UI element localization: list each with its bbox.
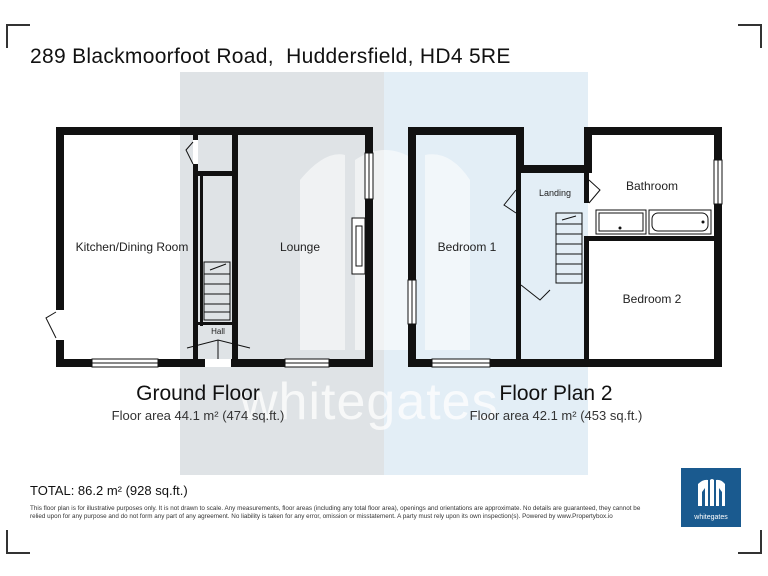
wall (516, 173, 521, 359)
disclaimer-text: This floor plan is for illustrative purposes only. It is not drawn to scale. Any measurements, floor areas (including any total floor area), openings and orientations are approximate. No details are guaranteed, they cannot be relied upon for any purpose and do not form any part of any agreement. No liability is taken for any error, omission or misstatement. A party must rely upon its own inspection(s). Powered by www.Propertybox.io (30, 505, 641, 520)
door-swing (46, 312, 56, 338)
wall (584, 236, 589, 359)
room-label-hall: Hall (211, 327, 225, 336)
whitegates-logo (681, 468, 741, 527)
wall (584, 173, 589, 203)
wall (589, 236, 714, 241)
room-label-landing: Landing (538, 188, 572, 198)
watermark-text: whitegates (240, 373, 499, 431)
room-label-bedroom-1: Bedroom 1 (437, 240, 497, 254)
first-floor-area: Floor area 42.1 m² (453 sq.ft.) (469, 408, 643, 423)
shower-tray (596, 210, 646, 234)
wall (408, 127, 416, 367)
total-floor-area: TOTAL: 86.2 m² (928 sq.ft.) (30, 483, 188, 498)
wall (408, 127, 524, 135)
room-label-lounge: Lounge (279, 240, 321, 254)
room-label-bedroom-2: Bedroom 2 (622, 292, 682, 306)
wall (200, 176, 203, 326)
door-swing (589, 180, 600, 203)
first-floor-title: Floor Plan 2 (499, 382, 613, 405)
logo-mark-icon (681, 468, 741, 514)
ground-floor-title: Ground Floor (136, 382, 260, 405)
wall (198, 171, 232, 176)
property-address: 289 Blackmoorfoot Road, Huddersfield, HD4 5RE (30, 45, 511, 68)
wall (516, 165, 590, 173)
room-label-bathroom: Bathroom (625, 179, 679, 193)
door-opening (56, 310, 64, 340)
wall (193, 135, 198, 359)
room-label-kitchen: Kitchen/Dining Room (75, 240, 189, 254)
wall (584, 127, 722, 135)
ground-floor-area: Floor area 44.1 m² (474 sq.ft.) (111, 408, 285, 423)
wall (56, 127, 373, 135)
wall (232, 135, 238, 359)
logo-text: whitegates (694, 514, 728, 521)
wall (198, 322, 232, 325)
